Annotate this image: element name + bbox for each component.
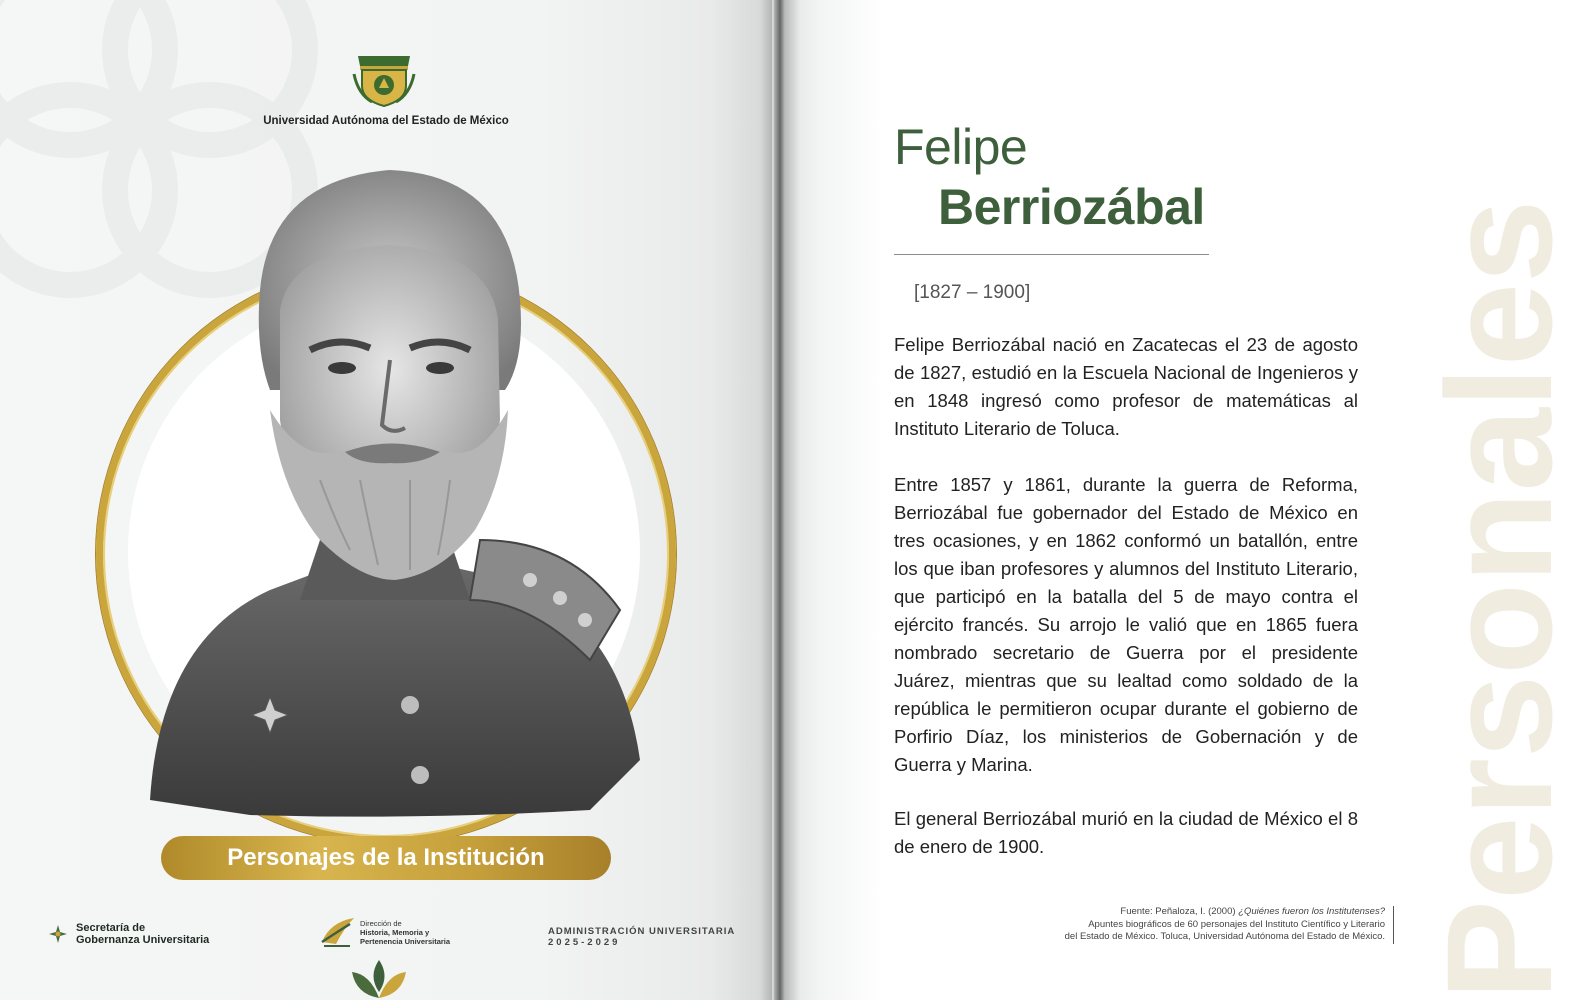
book-spine-shadow: [760, 0, 800, 1000]
title-divider: [894, 254, 1209, 255]
biography-paragraph: Entre 1857 y 1861, durante la guerra de Reforma, Berriozábal fue gobernador del Estado de México en tres ocasiones, y en 1862 conformó un batallón, entre los que iban profesores y alumnos del Instituto Literario, que participó en la batalla del 5 de mayo contra el ejército francés. Su arrojo le valió que en 1865 fuera nombrado secretario de Guerra por el presidente Juárez, mientras que su lealtad como soldado de la república le permitieron ocupar durante el gobierno de Porfirio Díaz, los ministerios de Gobernación y de Guerra y Marina.: [894, 474, 1358, 775]
quill-icon: [320, 914, 356, 950]
leaf-emblem-icon: [348, 958, 410, 1000]
sparkle-icon: [48, 924, 68, 944]
portrait-engraving: [120, 160, 650, 820]
history-line-1: Dirección de: [360, 918, 402, 928]
source-prefix: Fuente: Peñaloza, I. (2000): [1120, 906, 1239, 917]
right-page: [774, 0, 1583, 1000]
university-crest-icon: [352, 50, 416, 108]
first-name: Felipe: [894, 119, 1028, 175]
university-name: Universidad Autónoma del Estado de México: [263, 115, 509, 127]
history-direction-logo: [320, 914, 450, 950]
administration-years: 2025-2029: [548, 937, 621, 948]
source-line-2: Apuntes biográficos de 60 personajes del Instituto Científico y Literario: [1088, 918, 1385, 930]
history-line-3: Pertenencia Universitaria: [360, 936, 451, 946]
governance-logo: [48, 922, 209, 946]
last-name: Berriozábal: [938, 179, 1205, 235]
administration-line-1: ADMINISTRACIÓN UNIVERSITARIA: [548, 926, 736, 937]
watermark-text: Personales: [1415, 199, 1583, 1000]
governance-line-2: Gobernanza Universitaria: [76, 934, 210, 946]
life-dates: [1827 – 1900]: [914, 282, 1031, 303]
biography-paragraph: Felipe Berriozábal nació en Zacatecas el 23 de agosto de 1827, estudió en la Escuela Nacional de Ingenieros y en 1848 ingresó como profesor de matemáticas al Instituto Literario de Toluca.: [894, 334, 1358, 439]
governance-line-1: Secretaría de: [76, 922, 146, 934]
section-label: Personajes de la Institución: [161, 836, 611, 880]
history-line-2: Historia, Memoria y: [360, 927, 430, 937]
left-page: [0, 0, 772, 1000]
source-citation: [1034, 906, 1394, 944]
administration-label: [548, 926, 735, 948]
source-line-3: del Estado de México. Toluca, Universidad Autónoma del Estado de México.: [1064, 931, 1385, 942]
source-title: ¿Quiénes fueron los Institutenses?: [1238, 906, 1385, 917]
biography-paragraph: El general Berriozábal murió en la ciudad de México el 8 de enero de 1900.: [894, 808, 1358, 857]
